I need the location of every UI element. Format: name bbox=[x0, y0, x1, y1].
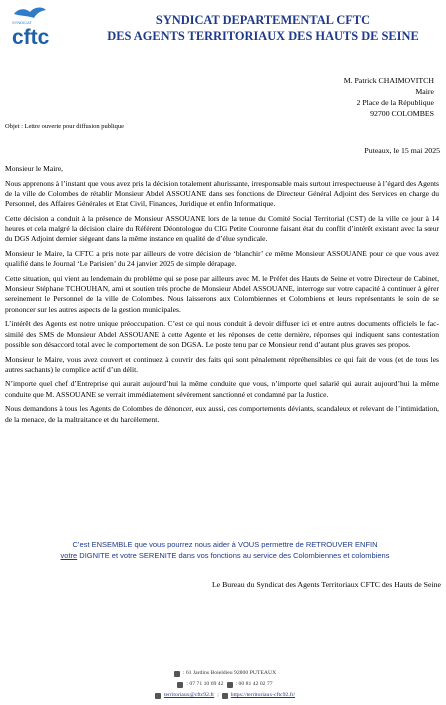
recipient-name: M. Patrick CHAIMOVITCH bbox=[343, 76, 434, 85]
envelope-icon bbox=[174, 671, 180, 677]
recipient-address bbox=[344, 75, 434, 119]
footer-phone-row bbox=[110, 679, 340, 690]
body-paragraph: Cette situation, qui vient au lendemain du problème qui se pose par ailleurs avec M. le Préfet des Hauts de Seine et votre Directeur de Cabinet, Monsieur Stéphane TCHOUHAN, ami et soutien très proche de Monsieur Abdel ASSOUANE, interroge sur votre capacité à continuer à gérer sereinement le Personnel de la ville de Colombes. Nous laisserons aux Colombiennes et Colombiens et leurs représentants le soin de se prononcer sur les autres aspects de la gestion municipales. bbox=[5, 273, 439, 314]
body-paragraph: Cette décision a conduit à la présence de Monsieur ASSOUANE lors de la tenue du Comité Social Territorial (CST) de la ville ce jour à 14 heures et cela malgré la décision claire du Référent Déontologue du CIG Petite Couronne faisant état du conflit d’intérêt existant avec la sœur du DGS Adjoint dernier siégeant dans la même instance en qualité de d’élue syndicale. bbox=[5, 213, 439, 244]
closing-line-2 bbox=[16, 550, 434, 561]
salutation: Monsieur le Maire, bbox=[5, 164, 64, 173]
closing-line-1: C’est ENSEMBLE que vous pourrez nous aider à VOUS permettre de RETROUVER ENFIN bbox=[72, 540, 378, 549]
footer bbox=[110, 668, 340, 701]
subject-line: Objet : Lettre ouverte pour diffusion publique bbox=[5, 123, 125, 130]
recipient-title: Maire bbox=[415, 87, 434, 96]
letter-date: Puteaux, le 15 mai 2025 bbox=[364, 146, 440, 155]
body-paragraph: Nous apprenons à l’instant que vous avez pris la décision totalement ahurissante, irresponsable mais surtout irrespectueuse à l’égard des Agents de la ville de Colombes de rétablir Monsieur Abdel ASSOUANE dans ses fonctions de Directeur Général Adjoint des Services en charge du Personnel, des Affaires Générales et Etat Civil, Finances, Juridique et enfin Informatique. bbox=[5, 178, 439, 209]
fax-icon bbox=[227, 682, 233, 688]
closing-appeal bbox=[16, 539, 434, 561]
closing-underlined-word: votre bbox=[60, 551, 78, 560]
recipient-city: 92700 COLOMBES bbox=[370, 109, 434, 118]
closing-line-2-text: DIGNITE et votre SERENITE dans vos fonctions au service des Colombiennes et colombiens bbox=[77, 551, 390, 560]
cftc-logo bbox=[8, 4, 86, 48]
footer-address: : 61 Jardins Boieldieu 92800 PUTEAUX bbox=[182, 670, 277, 676]
body-paragraph: L’intérêt des Agents est notre unique préoccupation. C’est ce qui nous conduit à devoir diffuser ici et entre autres documents officiels le fac-similé des SMS de Monsieur Abdel ASSOUANE à cette Agente et les réponses de cette dernière, réponses qui indiquent sans contestation possible son désaccord total avec le comportement de son DGSA. Le poste tenu par ce Monsieur rend d’autant plus graves ses propos. bbox=[5, 319, 439, 349]
letterhead-title bbox=[88, 12, 438, 44]
footer-website-link[interactable]: https://territoriaux-cftc92.fr/ bbox=[230, 692, 296, 698]
logo-text: cftc bbox=[12, 26, 50, 48]
body-paragraph: Monsieur le Maire, la CFTC a pris note par ailleurs de votre décision de ‘blanchir’ ce même Monsieur ASSOUANE pour ce que vous avez qualifié dans le Journal ‘Le Parisien’ du 24 janvier 2025 de simple dérapage. bbox=[5, 248, 439, 269]
footer-email-link[interactable]: territoriaux@cftc92.fr bbox=[163, 692, 215, 698]
email-icon bbox=[155, 693, 161, 699]
footer-contact-row bbox=[110, 690, 340, 701]
body-paragraph: Nous demandons à tous les Agents de Colombes de dénoncer, eux aussi, ces comportements déviants, scandaleux et relevant de l’intimidation, de la menace, de la maltraitance et du harcèlement. bbox=[5, 404, 439, 424]
footer-separator: ; bbox=[217, 692, 219, 698]
footer-address-row bbox=[110, 668, 340, 679]
letter-body bbox=[5, 164, 439, 429]
recipient-street: 2 Place de la République bbox=[356, 98, 434, 107]
phone-icon bbox=[177, 682, 183, 688]
letterhead-line-1: SYNDICAT DEPARTEMENTAL CFTC bbox=[155, 13, 371, 27]
body-paragraph: N’importe quel chef d’Entreprise qui aurait aujourd’hui la même conduite que vous, n’importe quel salarié qui aurait aujourd’hui la même conduite que M. ASSOUANE se verrait immédiatement sévèrement sanctionné et condamné par la Justice. bbox=[5, 379, 439, 399]
body-paragraph: Monsieur le Maire, vous avez couvert et continuez à couvrir des faits qui sont pénalement répréhensibles ce qui fait de vous (et de tous les autres sachants) le complice actif d’un délit. bbox=[5, 354, 439, 374]
letterhead-line-2: DES AGENTS TERRITORIAUX DES HAUTS DE SEINE bbox=[107, 29, 419, 43]
footer-fax: : 00 81 42 02 77 bbox=[235, 681, 273, 687]
logo-top-word: SYNDICAT bbox=[12, 20, 32, 25]
web-icon bbox=[222, 693, 228, 699]
signature: Le Bureau du Syndicat des Agents Territoriaux CFTC des Hauts de Seine bbox=[211, 580, 441, 589]
footer-phone: : 07 71 10 69 42 bbox=[186, 681, 224, 687]
